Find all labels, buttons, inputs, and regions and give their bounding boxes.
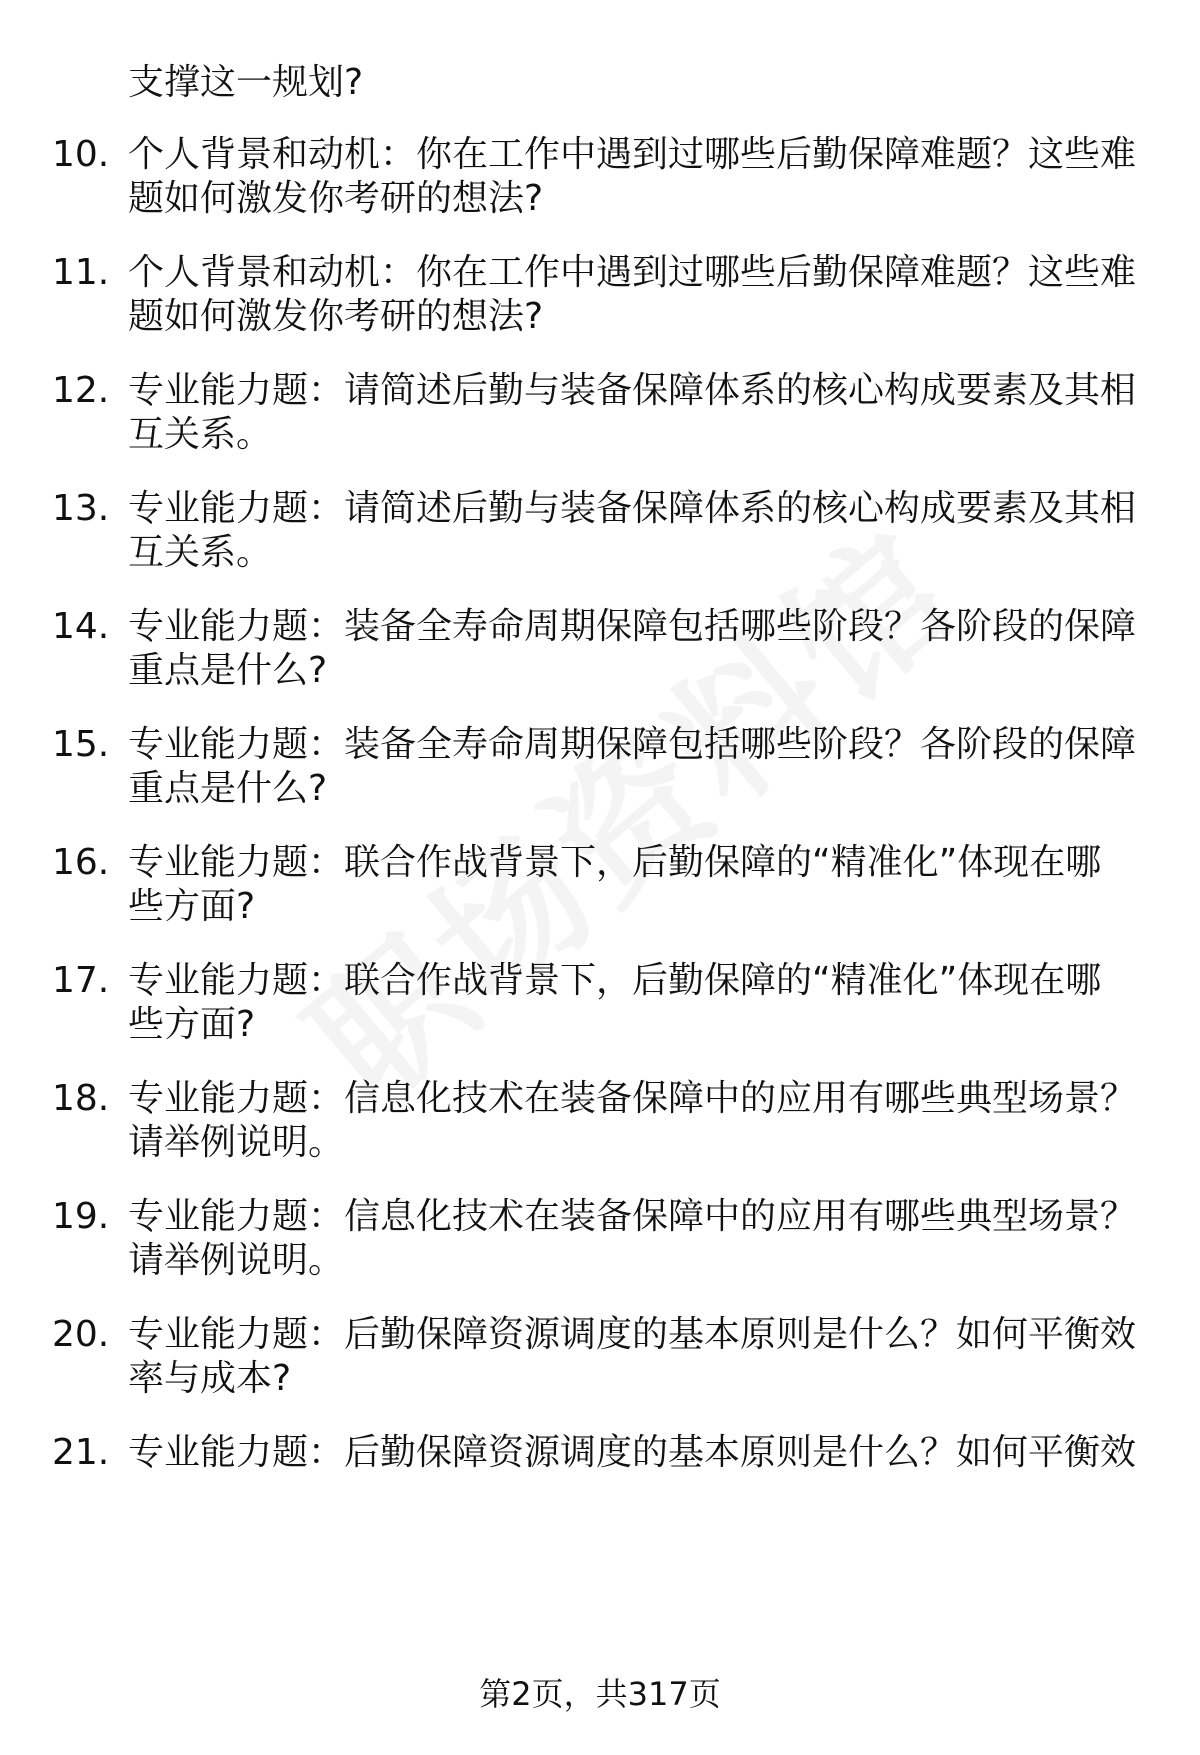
question-number: 12. bbox=[52, 370, 110, 411]
question-text-line2: 些方面? bbox=[128, 1004, 256, 1045]
question-text-line2: 些方面? bbox=[128, 886, 256, 927]
question-text-line2: 互关系。 bbox=[128, 532, 273, 573]
question-text-line1: 专业能力题：请简述后勤与装备保障体系的核心构成要素及其相 bbox=[128, 488, 1137, 529]
question-number: 14. bbox=[52, 606, 110, 647]
question-number: 13. bbox=[52, 488, 110, 529]
question-text-line2: 重点是什么? bbox=[128, 650, 328, 691]
question-number: 20. bbox=[52, 1314, 110, 1355]
question-number: 10. bbox=[52, 134, 110, 175]
question-text-line2: 题如何激发你考研的想法? bbox=[128, 178, 544, 219]
question-text-line1: 专业能力题：联合作战背景下，后勤保障的“精准化”体现在哪 bbox=[128, 842, 1102, 883]
question-text-line1: 专业能力题：信息化技术在装备保障中的应用有哪些典型场景？ bbox=[128, 1196, 1137, 1237]
question-text-line2: 重点是什么? bbox=[128, 768, 328, 809]
question-text-line1: 专业能力题：后勤保障资源调度的基本原则是什么？如何平衡效 bbox=[128, 1432, 1137, 1473]
question-number: 11. bbox=[52, 252, 110, 293]
continuation-line: 支撑这一规划? bbox=[128, 62, 364, 103]
question-text-line2: 请举例说明。 bbox=[128, 1122, 345, 1163]
question-number: 17. bbox=[52, 960, 110, 1001]
question-text-line1: 个人背景和动机：你在工作中遇到过哪些后勤保障难题？这些难 bbox=[128, 134, 1137, 175]
question-number: 19. bbox=[52, 1196, 110, 1237]
question-text-line1: 专业能力题：联合作战背景下，后勤保障的“精准化”体现在哪 bbox=[128, 960, 1102, 1001]
page-footer: 第2页，共317页 bbox=[479, 1675, 721, 1713]
question-text-line2: 请举例说明。 bbox=[128, 1240, 345, 1281]
question-text-line2: 题如何激发你考研的想法? bbox=[128, 296, 544, 337]
question-text-line2: 互关系。 bbox=[128, 414, 273, 455]
question-text-line1: 专业能力题：请简述后勤与装备保障体系的核心构成要素及其相 bbox=[128, 370, 1137, 411]
question-text-line1: 专业能力题：后勤保障资源调度的基本原则是什么？如何平衡效 bbox=[128, 1314, 1137, 1355]
question-text-line1: 个人背景和动机：你在工作中遇到过哪些后勤保障难题？这些难 bbox=[128, 252, 1137, 293]
question-number: 15. bbox=[52, 724, 110, 765]
question-text-line1: 专业能力题：装备全寿命周期保障包括哪些阶段？各阶段的保障 bbox=[128, 724, 1137, 765]
question-number: 21. bbox=[52, 1432, 110, 1473]
question-number: 16. bbox=[52, 842, 110, 883]
question-number: 18. bbox=[52, 1078, 110, 1119]
question-text-line1: 专业能力题：装备全寿命周期保障包括哪些阶段？各阶段的保障 bbox=[128, 606, 1137, 647]
question-text-line2: 率与成本? bbox=[128, 1358, 292, 1399]
question-text-line1: 专业能力题：信息化技术在装备保障中的应用有哪些典型场景？ bbox=[128, 1078, 1137, 1119]
